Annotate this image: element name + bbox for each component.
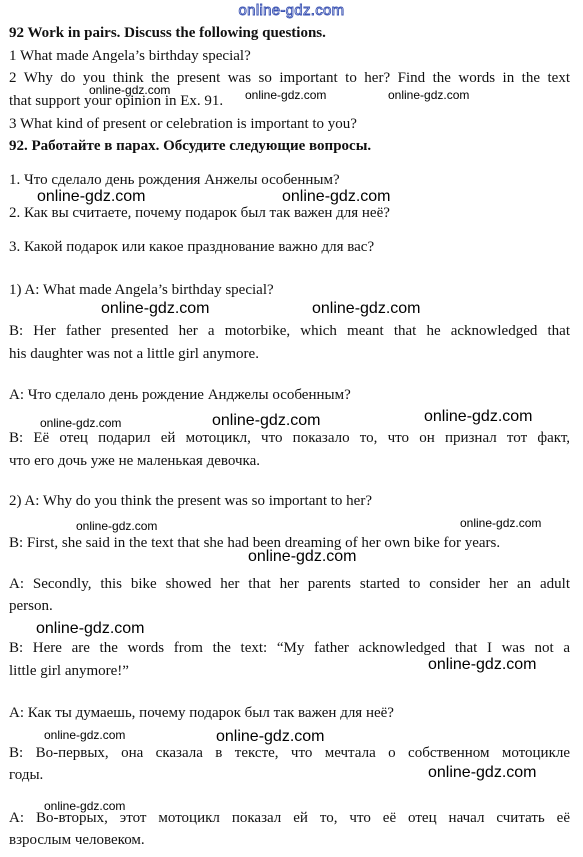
question-ru-2: 2. Как вы считаете, почему подарок был так важен для неё? bbox=[9, 205, 390, 221]
watermark: online-gdz.com bbox=[36, 620, 145, 637]
dialogue-2-b2-en-line-2: little girl anymore!” bbox=[9, 663, 129, 679]
watermark: online-gdz.com bbox=[428, 764, 537, 781]
dialogue-1-b-ru-line-2: что его дочь уже не маленькая девочка. bbox=[9, 453, 260, 469]
watermark: online-gdz.com bbox=[312, 300, 421, 317]
exercise-heading-ru: 92. Работайте в парах. Обсудите следующие вопросы. bbox=[9, 138, 372, 154]
watermark: online-gdz.com bbox=[460, 516, 542, 530]
question-en-2-line-1: 2 Why do you think the present was so important to her? Find the words in the text bbox=[9, 70, 570, 86]
watermark: online-gdz.com bbox=[40, 416, 122, 430]
watermark: online-gdz.com bbox=[101, 300, 210, 317]
question-en-1: 1 What made Angela’s birthday special? bbox=[9, 48, 251, 64]
watermark: online-gdz.com bbox=[245, 88, 327, 102]
question-ru-1: 1. Что сделало день рождения Анжелы особенным? bbox=[9, 172, 340, 188]
watermark: online-gdz.com bbox=[44, 799, 126, 813]
dialogue-2-a2-ru-line-2: взрослым человеком. bbox=[9, 832, 145, 848]
watermark: online-gdz.com bbox=[424, 408, 533, 425]
dialogue-2-b-ru-line-2: годы. bbox=[9, 767, 44, 783]
watermark: online-gdz.com bbox=[216, 728, 325, 745]
header-watermark: online-gdz.com bbox=[238, 2, 345, 19]
dialogue-1-b-ru-line-1: B: Её отец подарил ей мотоцикл, что показало то, что он признал тот факт, bbox=[9, 430, 570, 446]
question-en-3: 3 What kind of present or celebration is important to you? bbox=[9, 116, 357, 132]
question-en-2-line-2: that support your opinion in Ex. 91. bbox=[9, 93, 224, 109]
watermark: online-gdz.com bbox=[44, 728, 126, 742]
watermark: online-gdz.com bbox=[428, 656, 537, 673]
watermark: online-gdz.com bbox=[89, 83, 171, 97]
dialogue-1-b-en-line-1: B: Her father presented her a motorbike, which meant that he acknowledged that bbox=[9, 323, 570, 339]
dialogue-2-a2-ru-line-1: A: Во-вторых, этот мотоцикл показал ей то, что её отец начал считать её bbox=[9, 810, 570, 826]
dialogue-2-a-en: 2) A: Why do you think the present was so important to her? bbox=[9, 493, 372, 509]
watermark: online-gdz.com bbox=[388, 88, 470, 102]
dialogue-1-a-ru: A: Что сделало день рождение Анджелы особенным? bbox=[9, 387, 351, 403]
dialogue-2-a-ru: A: Как ты думаешь, почему подарок был так важен для неё? bbox=[9, 705, 394, 721]
exercise-heading-en: 92 Work in pairs. Discuss the following questions. bbox=[9, 25, 326, 41]
watermark: online-gdz.com bbox=[76, 519, 158, 533]
dialogue-2-a2-en-line-1: A: Secondly, this bike showed her that her parents started to consider her an adult bbox=[9, 576, 570, 592]
dialogue-2-b-en: B: First, she said in the text that she had been dreaming of her own bike for years. bbox=[9, 535, 501, 551]
watermark: online-gdz.com bbox=[212, 412, 321, 429]
dialogue-1-b-en-line-2: his daughter was not a little girl anymore. bbox=[9, 346, 259, 362]
watermark: online-gdz.com bbox=[282, 188, 391, 205]
dialogue-1-a-en: 1) A: What made Angela’s birthday special? bbox=[9, 282, 274, 298]
dialogue-2-b2-en-line-1: B: Here are the words from the text: “My father acknowledged that I was not a bbox=[9, 640, 570, 656]
watermark: online-gdz.com bbox=[248, 548, 357, 565]
dialogue-2-b-ru-line-1: B: Во-первых, она сказала в тексте, что мечтала о собственном мотоцикле bbox=[9, 745, 570, 761]
dialogue-2-a2-en-line-2: person. bbox=[9, 598, 53, 614]
watermark: online-gdz.com bbox=[37, 188, 146, 205]
question-ru-3: 3. Какой подарок или какое празднование важно для вас? bbox=[9, 239, 375, 255]
